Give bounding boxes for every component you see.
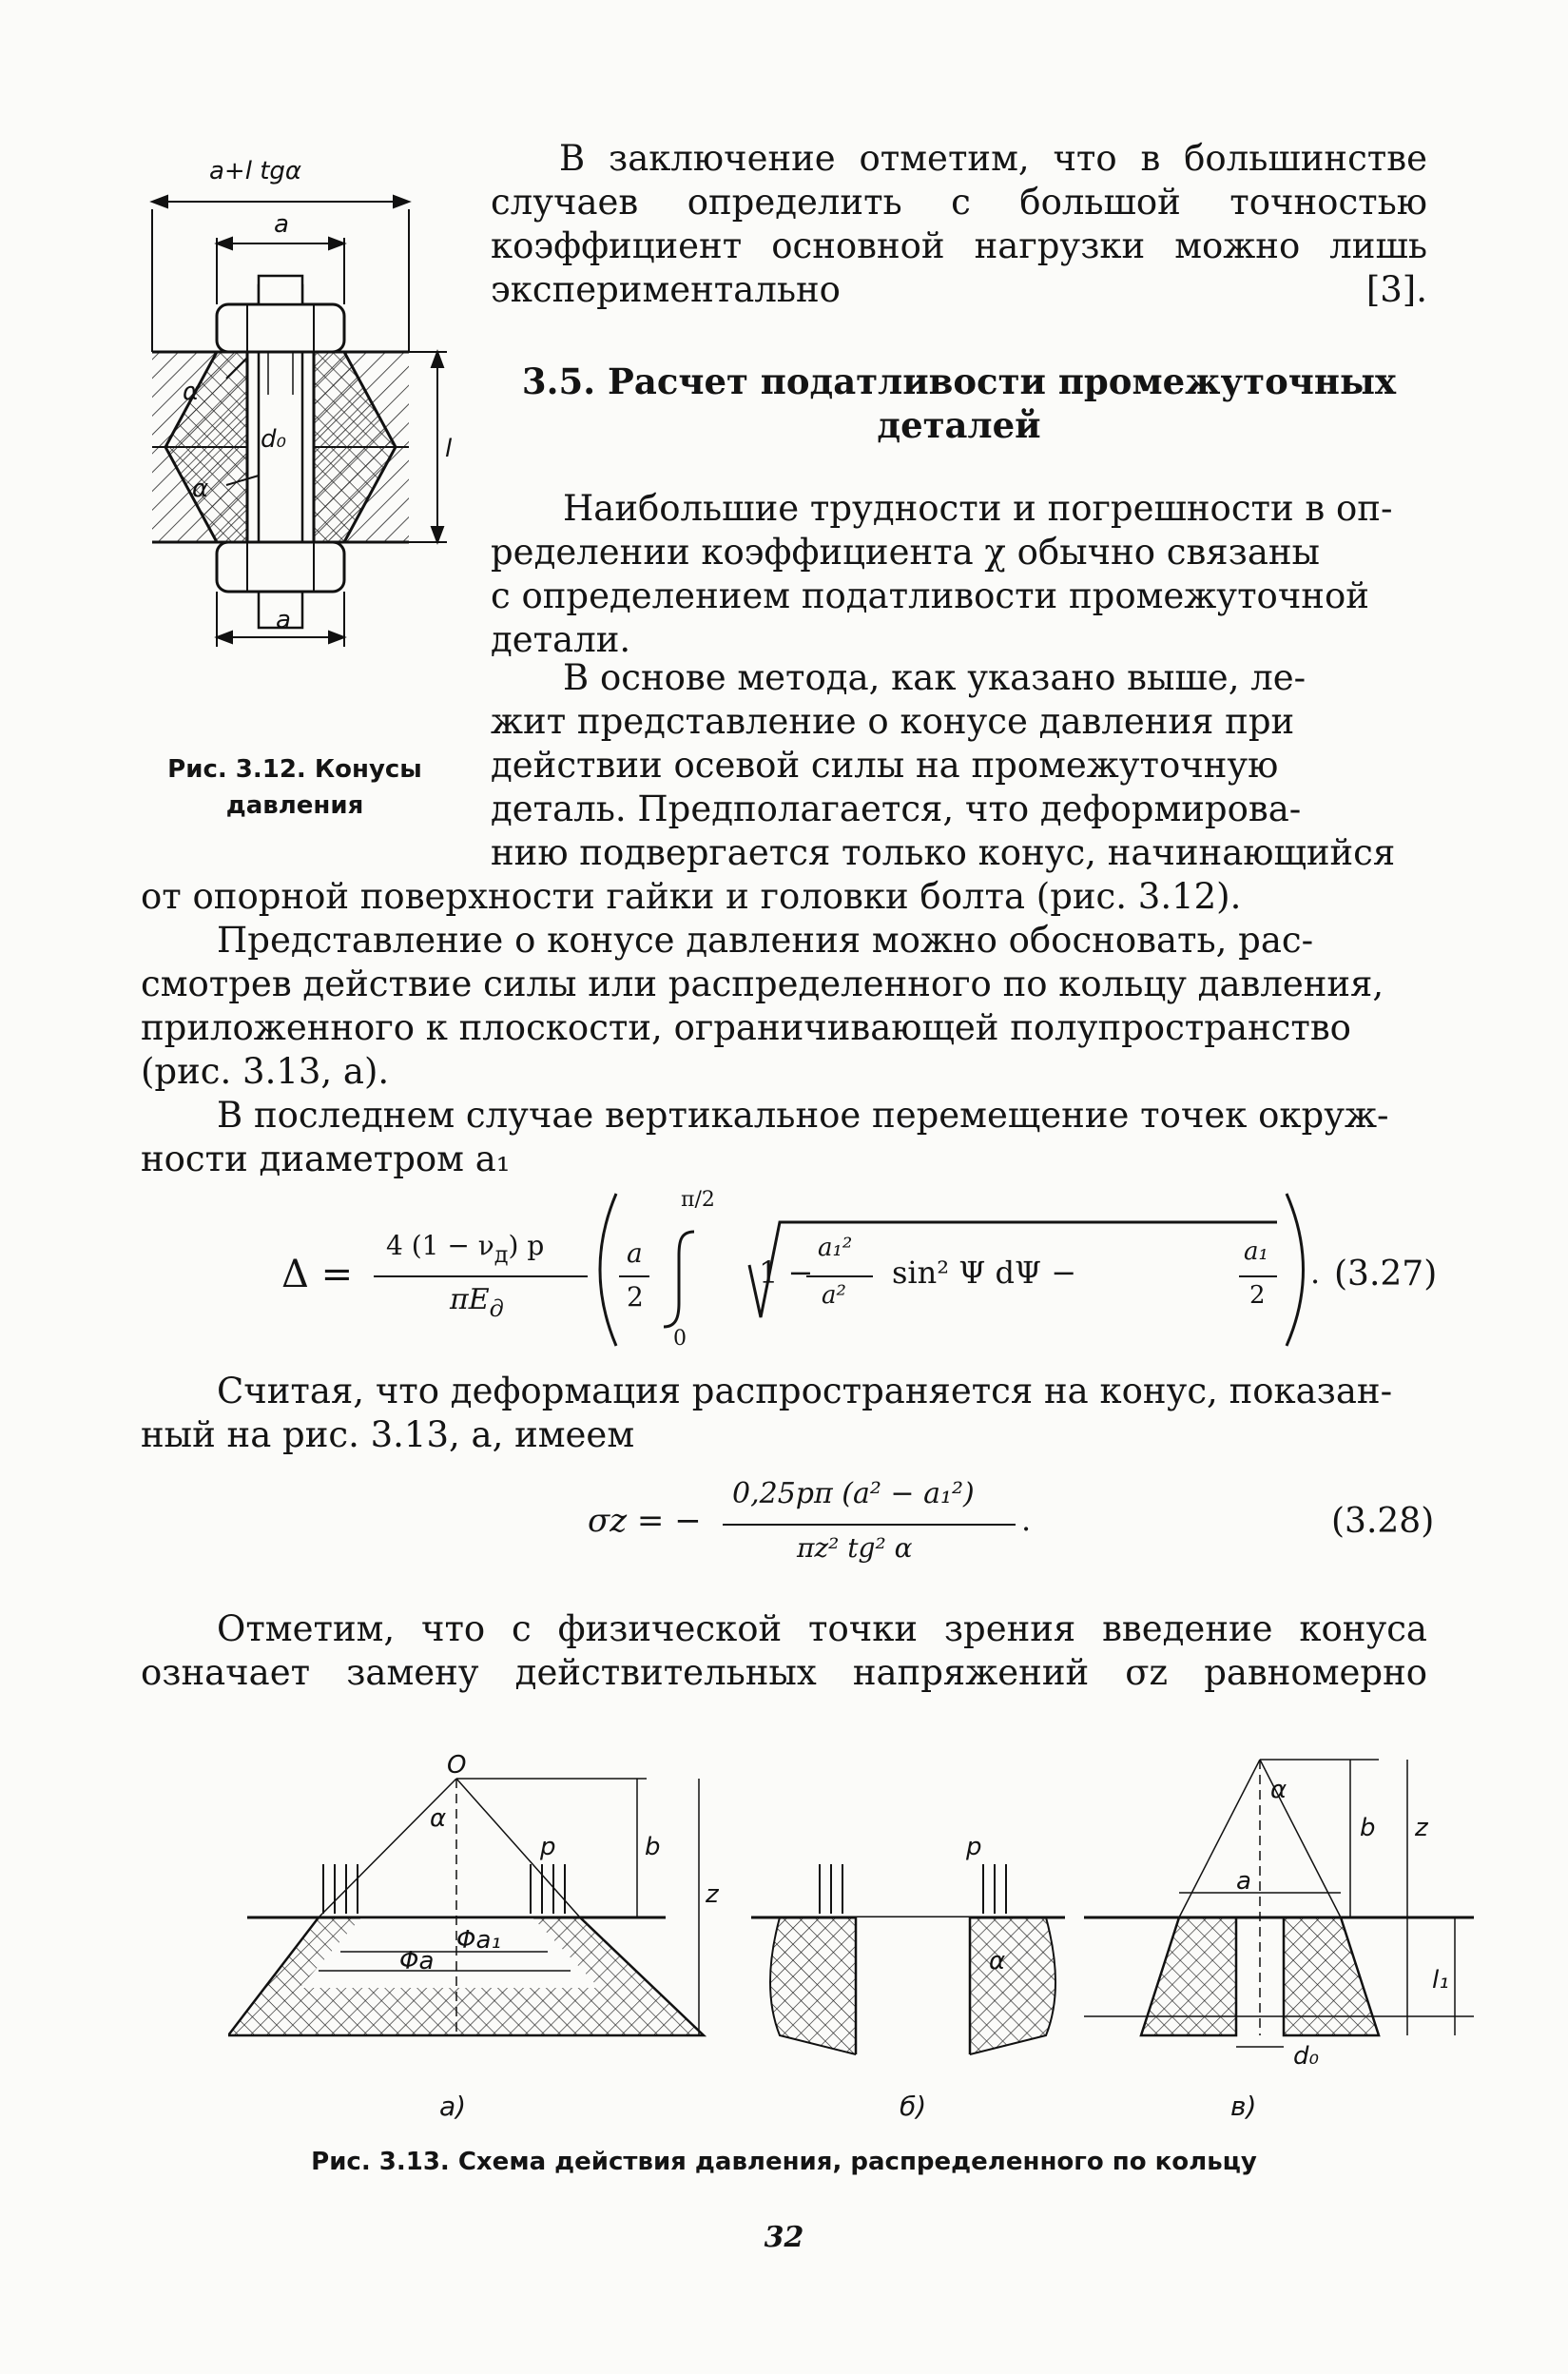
eq-root-den: a² xyxy=(822,1281,846,1310)
eq-num-post: ) p xyxy=(508,1230,545,1261)
eq-numerator xyxy=(386,1230,544,1268)
subfigure-b xyxy=(751,1833,1065,2060)
eq-root-body: 1 − xyxy=(759,1255,814,1291)
label-a-bottom: a xyxy=(276,606,291,634)
text-line: экспериментально [3]. xyxy=(491,269,1427,310)
eq-int-lower: 0 xyxy=(673,1327,687,1351)
paragraph-1 xyxy=(491,487,1427,662)
paragraph-6 xyxy=(141,1607,1427,1695)
text-line: Считая, что деформация распространяется на конус, показан- xyxy=(217,1371,1393,1411)
eq-root-num: a₁² xyxy=(818,1234,853,1262)
eq-root-tail: sin² Ψ dΨ − xyxy=(892,1255,1077,1291)
label-alpha-c: α xyxy=(1270,1776,1287,1804)
label-phi-a: Φa xyxy=(399,1947,435,1975)
text-line: нию подвергается только конус, начинающийся xyxy=(491,832,1396,873)
label-phi-a1: Φa₁ xyxy=(456,1926,501,1955)
eq-frac-a: a xyxy=(627,1237,643,1269)
equation-number: (3.27) xyxy=(1334,1255,1438,1294)
equation-3-28: σz = − 0,25pπ (a² − a₁²) πz² tg² α . (3.28) xyxy=(141,1460,1434,1584)
paragraph-5 xyxy=(141,1370,1427,1457)
eq-denominator: πz² tg² α xyxy=(797,1532,913,1564)
fig-3-12-caption xyxy=(124,751,466,824)
page-number: 32 xyxy=(764,2221,804,2254)
eq-tail-num: a₁ xyxy=(1244,1237,1268,1266)
text-line: от опорной поверхности гайки и головки болта (рис. 3.12). xyxy=(141,876,1242,917)
text-line: (рис. 3.13, а). xyxy=(141,1051,390,1092)
section-title-cont: деталей xyxy=(877,404,1041,446)
caption-line: давления xyxy=(225,791,364,820)
figure-3-13 xyxy=(228,1750,1474,2073)
label-d0: d₀ xyxy=(261,425,286,454)
label-a-top: a xyxy=(274,210,289,239)
eq-lhs: Δ = xyxy=(281,1253,354,1296)
text-line: детали. xyxy=(491,619,631,660)
label-l1: l₁ xyxy=(1432,1966,1449,1995)
paragraph-2 xyxy=(491,656,1427,875)
label-alpha-2: α xyxy=(192,475,209,503)
text-line: с определением податливости промежуточной xyxy=(491,575,1369,616)
text-line: коэффициент основной нагрузки можно лишь xyxy=(491,225,1427,266)
equation-3-27: Δ = 4 (1 − νд) p $\pi E_д$ a 2 π/2 0 1 − a₁² a² sin² Ψ dΨ − a₁ 2 . (3.27) xyxy=(141,1184,1434,1355)
text-line: случаев определить с большой точностью xyxy=(491,182,1427,223)
caption-line: Рис. 3.12. Конусы xyxy=(167,755,422,784)
subfigure-a-label: а) xyxy=(439,2091,467,2122)
label-a-plus-ltg: a+l tgα xyxy=(209,157,302,185)
label-d0-c: d₀ xyxy=(1293,2042,1319,2071)
text-line: ности диаметром a₁ xyxy=(141,1138,511,1179)
subfigure-b-label: б) xyxy=(900,2091,927,2122)
label-l: l xyxy=(445,435,453,463)
fig-3-13-caption: Рис. 3.13. Схема действия давления, распределенного по кольцу xyxy=(311,2148,1257,2176)
label-alpha-b: α xyxy=(989,1947,1006,1975)
text-line: ный на рис. 3.13, а, имеем xyxy=(141,1414,635,1455)
text-line: жит представление о конусе давления при xyxy=(491,701,1295,742)
eq-tail-den: 2 xyxy=(1249,1281,1266,1310)
text-line: В последнем случае вертикальное перемещение точек окруж- xyxy=(217,1095,1389,1136)
section-heading xyxy=(491,360,1427,447)
eq-lhs: σz = − xyxy=(588,1502,702,1540)
eq-den-pre: πE xyxy=(450,1283,490,1316)
text-line: означает замену действительных напряжений σz равномерно xyxy=(141,1652,1427,1693)
subfigure-a xyxy=(228,1751,720,2035)
text-line: Отметим, что с физической точки зрения введение конуса xyxy=(217,1608,1427,1649)
label-p: p xyxy=(540,1833,556,1861)
text-line: В основе метода, как указано выше, ле- xyxy=(563,657,1307,698)
figure-3-12 xyxy=(124,143,466,732)
text-line: деталь. Предполагается, что деформирова- xyxy=(491,788,1302,829)
eq-num-pre: 4 (1 − ν xyxy=(386,1230,494,1261)
subfigure-c xyxy=(1084,1760,1474,2071)
label-a-c: a xyxy=(1236,1867,1251,1896)
subfigure-c-label: в) xyxy=(1230,2091,1257,2122)
label-p-b: p xyxy=(966,1833,982,1861)
text-line: действии осевой силы на промежуточную xyxy=(491,745,1279,786)
eq-den-sub: д xyxy=(489,1295,504,1322)
eq-numerator: 0,25pπ (a² − a₁²) xyxy=(732,1477,975,1510)
label-b: b xyxy=(645,1833,661,1861)
text-line: смотрев действие силы или распределенного по кольцу давления, xyxy=(141,963,1384,1004)
text-line: ределении коэффициента χ обычно связаны xyxy=(491,532,1320,573)
paragraph-4 xyxy=(141,1094,1427,1181)
label-alpha: α xyxy=(430,1804,447,1833)
equation-number: (3.28) xyxy=(1331,1502,1435,1541)
text-line: В заключение отметим, что в большинстве xyxy=(559,138,1427,179)
label-O: O xyxy=(447,1751,467,1780)
eq-frac-2: 2 xyxy=(627,1281,644,1313)
label-z: z xyxy=(706,1880,719,1909)
paragraph-3 xyxy=(141,919,1427,1094)
eq-denominator xyxy=(450,1283,504,1322)
eq-int-upper: π/2 xyxy=(681,1188,715,1212)
text-line: приложенного к плоскости, ограничивающей полупространство xyxy=(141,1007,1351,1048)
section-number: 3.5. xyxy=(521,360,596,402)
nut-top xyxy=(217,276,344,352)
label-z-c: z xyxy=(1415,1814,1428,1842)
text-line: Представление о конусе давления можно обосновать, рас- xyxy=(217,920,1314,961)
label-b-c: b xyxy=(1360,1814,1376,1842)
eq-num-sub: д xyxy=(494,1241,509,1268)
paragraph-2-end xyxy=(141,875,1427,919)
label-alpha-1: α xyxy=(183,378,200,406)
intro-paragraph xyxy=(491,137,1427,312)
text-line: Наибольшие трудности и погрешности в оп- xyxy=(563,488,1393,529)
section-title: Расчет податливости промежуточных xyxy=(608,360,1397,402)
bolt-head xyxy=(217,542,344,592)
